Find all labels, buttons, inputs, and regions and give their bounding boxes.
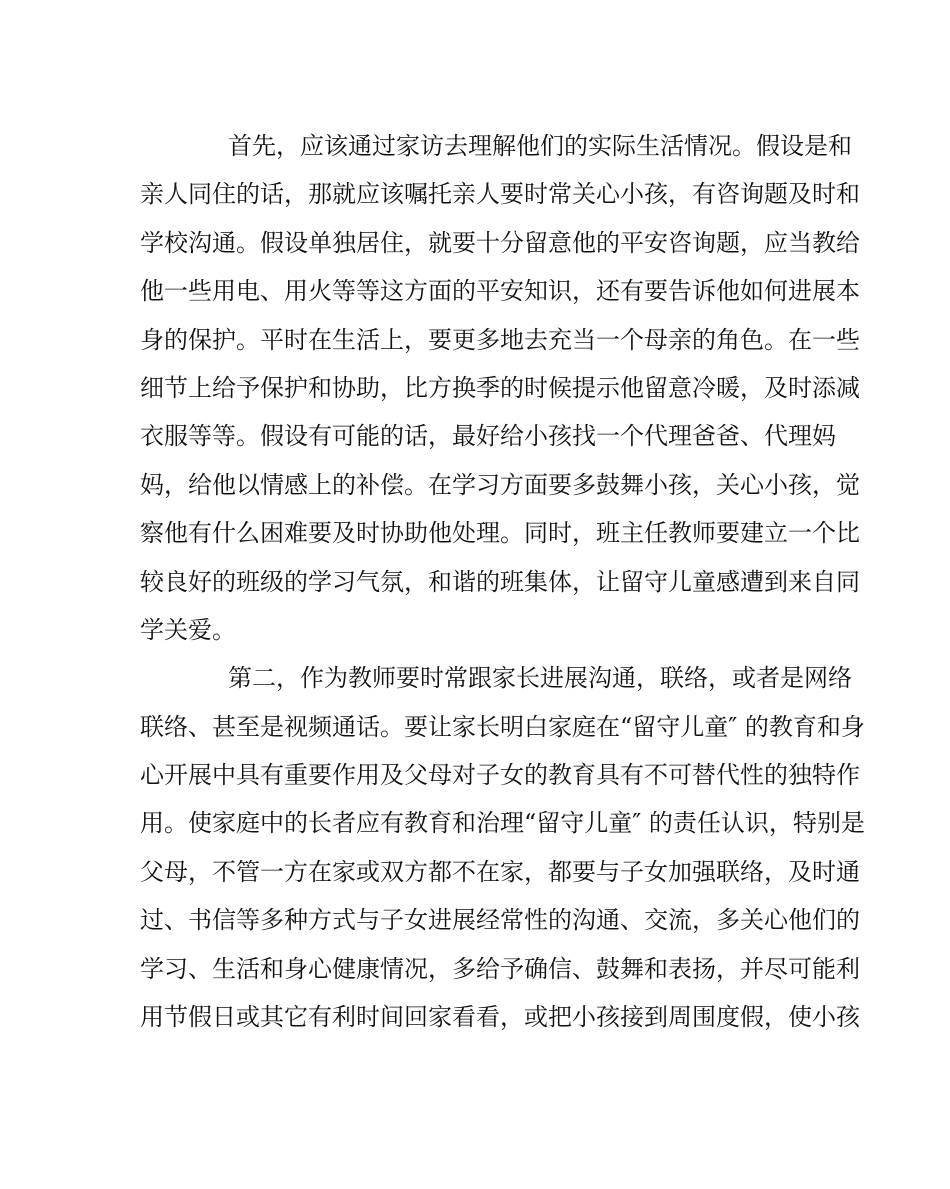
paragraph-line: 心开展中具有重要作用及父母对子女的教育具有不可替代性的独特作 [140, 761, 860, 790]
paragraph-line: 较良好的班级的学习气氛，和谐的班集体，让留守儿童感遭到来自同 [140, 567, 860, 596]
paragraph-line: 用。使家庭中的长者应有教育和治理“留守儿童″ 的责任认识，特别是 [140, 809, 865, 838]
paragraph-line: 联络、甚至是视频通话。要让家长明白家庭在“留守儿童″ 的教育和身 [140, 712, 865, 741]
paragraph-line: 过、书信等多种方式与子女进展经常性的沟通、交流，多关心他们的 [140, 906, 860, 935]
paragraph-line: 学校沟通。假设单独居住，就要十分留意他的平安咨询题，应当教给 [140, 228, 860, 257]
paragraph-line: 首先，应该通过家访去理解他们的实际生活情况。假设是和 [228, 132, 852, 160]
document-body [140, 126, 865, 1045]
paragraph-line: 父母，不管一方在家或双方都不在家，都要与子女加强联络，及时通 [140, 857, 860, 886]
paragraph-line: 他一些用电、用火等等这方面的平安知识，还有要告诉他如何进展本 [140, 277, 860, 306]
paragraph-line: 察他有什么困难要及时协助他处理。同时，班主任教师要建立一个比 [140, 519, 860, 548]
paragraph-line: 身的保护。平时在生活上，要更多地去充当一个母亲的角色。在一些 [140, 325, 860, 354]
paragraph-line: 细节上给予保护和协助，比方换季的时候提示他留意冷暖，及时添减 [140, 373, 860, 402]
paragraph-line: 学关爱。 [140, 615, 236, 644]
paragraph-line: 妈，给他以情感上的补偿。在学习方面要多鼓舞小孩，关心小孩，觉 [140, 470, 860, 499]
paragraph-line: 第二，作为教师要时常跟家长进展沟通，联络，或者是网络 [228, 664, 852, 693]
paragraph-1 [140, 126, 860, 650]
paragraph-line: 用节假日或其它有利时间回家看看，或把小孩接到周围度假，使小孩 [140, 1003, 860, 1032]
paragraph-line: 学习、生活和身心健康情况，多给予确信、鼓舞和表扬，并尽可能利 [140, 954, 860, 983]
paragraph-line: 衣服等等。假设有可能的话，最好给小孩找一个代理爸爸、代理妈 [140, 422, 836, 451]
paragraph-line: 亲人同住的话，那就应该嘱托亲人要时常关心小孩，有咨询题及时和 [140, 180, 860, 209]
paragraph-2 [140, 658, 865, 1037]
